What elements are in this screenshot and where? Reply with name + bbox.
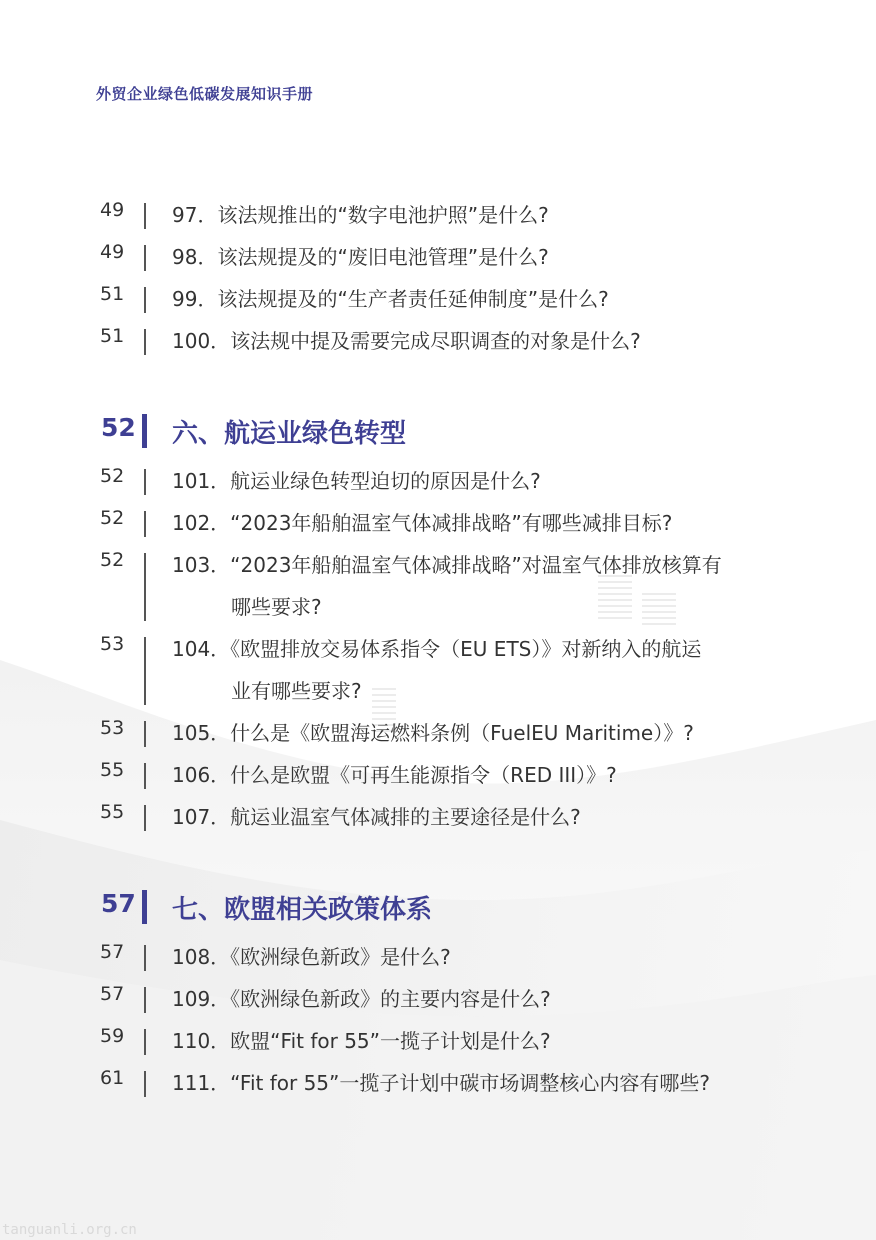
- decorative-stripes: [598, 575, 678, 635]
- divider: [144, 763, 146, 789]
- page-number: 52: [100, 507, 125, 529]
- page-number: 51: [100, 283, 125, 305]
- section-bar: [142, 890, 147, 924]
- entry-text: 97．该法规推出的“数字电池护照”是什么?: [172, 203, 549, 227]
- document-header-title: 外贸企业绿色低碳发展知识手册: [96, 85, 314, 103]
- page-number: 53: [100, 717, 125, 739]
- page-number: 55: [100, 801, 125, 823]
- page-number: 52: [100, 549, 125, 571]
- divider: [144, 287, 146, 313]
- page-number: 57: [100, 941, 125, 963]
- divider: [144, 987, 146, 1013]
- entry-text: 109．《欧洲绿色新政》的主要内容是什么?: [172, 987, 551, 1011]
- entry-text: 107．航运业温室气体减排的主要途径是什么?: [172, 805, 581, 829]
- entry-text: 110．欧盟“Fit for 55”一揽子计划是什么?: [172, 1029, 551, 1053]
- section-page-number: 52: [101, 413, 136, 442]
- entry-text-continued: 哪些要求?: [231, 595, 322, 619]
- section-page-number: 57: [101, 889, 136, 918]
- divider: [144, 511, 146, 537]
- section-title: 六、航运业绿色转型: [172, 419, 407, 449]
- divider: [144, 1029, 146, 1055]
- entry-text: 111．“Fit for 55”一揽子计划中碳市场调整核心内容有哪些?: [172, 1071, 711, 1095]
- divider: [144, 721, 146, 747]
- divider: [144, 1071, 146, 1097]
- page-number: 61: [100, 1067, 125, 1089]
- entry-text-continued: 业有哪些要求?: [231, 679, 362, 703]
- page-number: 57: [100, 983, 125, 1005]
- page-number: 49: [100, 199, 125, 221]
- page-number: 52: [100, 465, 125, 487]
- divider: [144, 637, 146, 705]
- entry-text: 103．“2023年船舶温室气体减排战略”对温室气体排放核算有: [172, 553, 722, 577]
- page-number: 55: [100, 759, 125, 781]
- divider: [144, 203, 146, 229]
- entry-text: 99．该法规提及的“生产者责任延伸制度”是什么?: [172, 287, 609, 311]
- watermark-text: tanguanli.org.cn: [2, 1222, 137, 1238]
- divider: [144, 469, 146, 495]
- page-number: 49: [100, 241, 125, 263]
- entry-text: 108．《欧洲绿色新政》是什么?: [172, 945, 451, 969]
- entry-text: 101．航运业绿色转型迫切的原因是什么?: [172, 469, 541, 493]
- divider: [144, 553, 146, 621]
- entry-text: 102．“2023年船舶温室气体减排战略”有哪些减排目标?: [172, 511, 673, 535]
- page-number: 59: [100, 1025, 125, 1047]
- page-number: 53: [100, 633, 125, 655]
- entry-text: 105．什么是《欧盟海运燃料条例（FuelEU Maritime）》?: [172, 721, 694, 745]
- section-title: 七、欧盟相关政策体系: [172, 895, 433, 925]
- section-bar: [142, 414, 147, 448]
- divider: [144, 245, 146, 271]
- divider: [144, 945, 146, 971]
- entry-text: 104．《欧盟排放交易体系指令（EU ETS）》对新纳入的航运: [172, 637, 702, 661]
- page-number: 51: [100, 325, 125, 347]
- entry-text: 106．什么是欧盟《可再生能源指令（RED III）》?: [172, 763, 617, 787]
- divider: [144, 329, 146, 355]
- entry-text: 98．该法规提及的“废旧电池管理”是什么?: [172, 245, 549, 269]
- divider: [144, 805, 146, 831]
- entry-text: 100．该法规中提及需要完成尽职调查的对象是什么?: [172, 329, 641, 353]
